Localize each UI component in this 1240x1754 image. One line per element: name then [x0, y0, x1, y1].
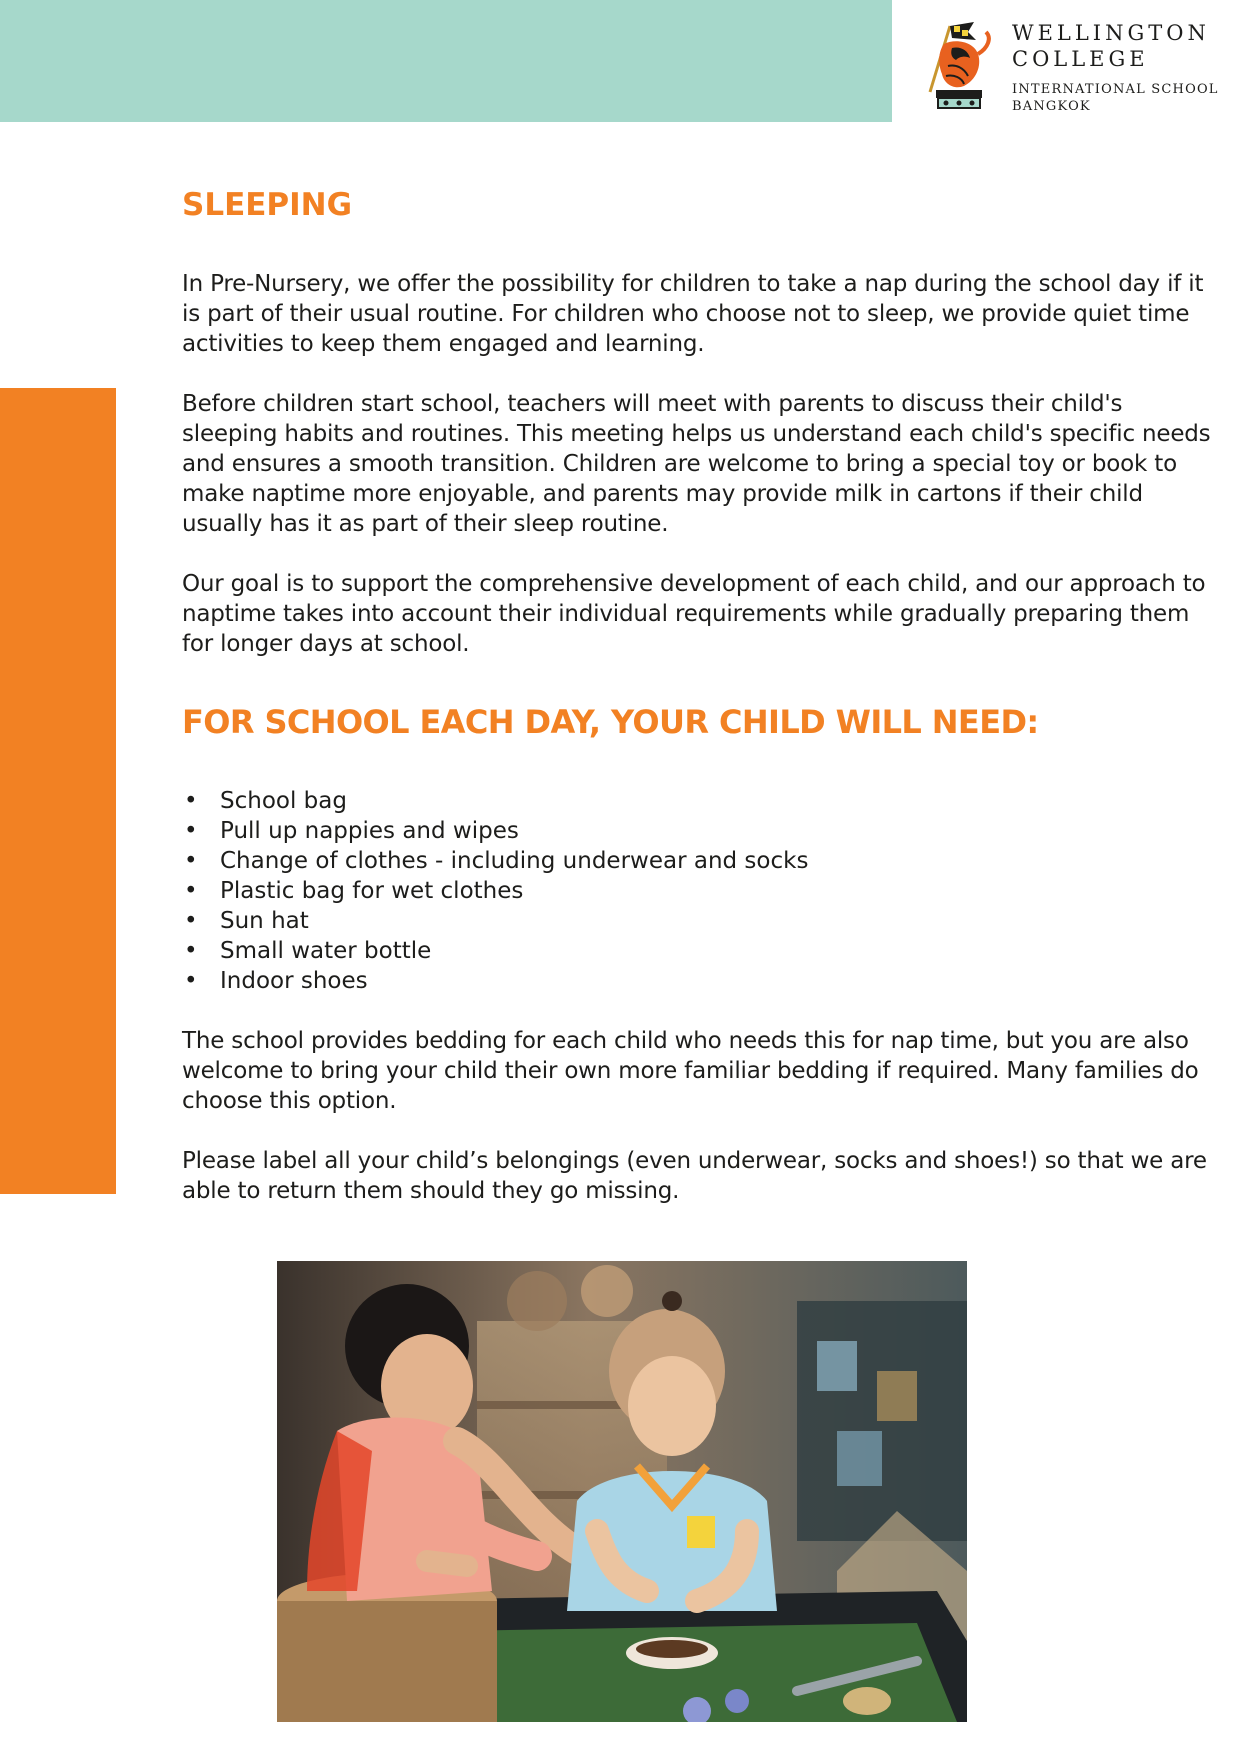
- list-item-label: Pull up nappies and wipes: [220, 818, 519, 844]
- needs-list: [182, 786, 1218, 996]
- header-band: [0, 0, 892, 122]
- classroom-photo: [277, 1261, 967, 1722]
- list-item: [182, 906, 1218, 936]
- list-item: [182, 936, 1218, 966]
- bullet-icon: •: [184, 848, 198, 874]
- list-item-label: Sun hat: [220, 908, 309, 934]
- list-item-label: School bag: [220, 788, 347, 814]
- bullet-icon: •: [184, 938, 198, 964]
- logo-subtitle-line1: INTERNATIONAL SCHOOL: [1012, 82, 1219, 97]
- sleeping-paragraph-2: Before children start school, teachers will meet with parents to discuss their child's sleeping habits and routines. This meeting helps us understand each child's specific needs and ensures a smooth transition. Children are welcome to bring a special toy or book to make naptime more enjoyable, and parents may provide milk in cartons if their child usually has it as part of their sleep routine.: [182, 391, 1211, 537]
- list-item-label: Small water bottle: [220, 938, 432, 964]
- labelling-paragraph: Please label all your child’s belongings (even underwear, socks and shoes!) so that we are able to return them should they go missing.: [182, 1148, 1207, 1204]
- needs-heading: FOR SCHOOL EACH DAY, YOUR CHILD WILL NEED:: [182, 703, 1039, 741]
- logo-wordmark: [1012, 20, 1219, 115]
- list-item: [182, 846, 1218, 876]
- bullet-icon: •: [184, 908, 198, 934]
- bullet-icon: •: [184, 968, 198, 994]
- list-item: [182, 786, 1218, 816]
- side-accent-bar: [0, 388, 116, 1194]
- bullet-icon: •: [184, 878, 198, 904]
- bullet-icon: •: [184, 818, 198, 844]
- school-logo[interactable]: [916, 14, 1226, 118]
- children-playing-illustration: [277, 1261, 967, 1722]
- list-item: [182, 876, 1218, 906]
- list-item-label: Indoor shoes: [220, 968, 368, 994]
- sleeping-paragraph-3: Our goal is to support the comprehensive development of each child, and our approach to naptime takes into account their individual requirements while gradually preparing them for longer days at school.: [182, 571, 1206, 657]
- list-item: [182, 816, 1218, 846]
- bullet-icon: •: [184, 788, 198, 814]
- logo-name-line2: COLLEGE: [1012, 47, 1149, 71]
- bedding-paragraph: The school provides bedding for each child who needs this for nap time, but you are also welcome to bring your child their own more familiar bedding if required. Many families do choose this option.: [182, 1028, 1199, 1114]
- crest-icon: [916, 14, 1002, 114]
- sleeping-paragraph-1: In Pre-Nursery, we offer the possibility for children to take a nap during the school day if it is part of their usual routine. For children who choose not to sleep, we provide quiet time activities to keep them engaged and learning.: [182, 271, 1204, 357]
- list-item-label: Change of clothes - including underwear and socks: [220, 848, 809, 874]
- list-item: [182, 966, 1218, 996]
- list-item-label: Plastic bag for wet clothes: [220, 878, 524, 904]
- sleeping-heading: SLEEPING: [182, 187, 353, 223]
- logo-name-line1: WELLINGTON: [1012, 21, 1210, 45]
- main-content: [182, 185, 1218, 1206]
- logo-subtitle-line2: BANGKOK: [1012, 99, 1091, 114]
